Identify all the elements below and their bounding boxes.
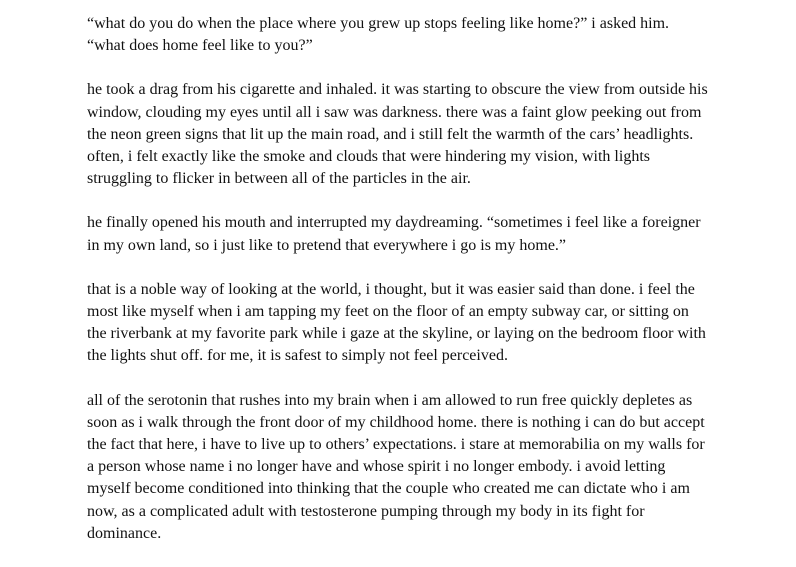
paragraph-5: all of the serotonin that rushes into my brain when i am allowed to run free quickly depletes as soon as i walk through the front door of my childhood home. there is nothing i can do but accept the fact that here, i have to live up to others’ expectations. i stare at memorabilia on my walls for a person whose name i no longer have and whose spirit i no longer embody. i avoid letting myself become conditioned into thinking that the couple who created me can dictate who i am now, as a complicated adult with testosterone pumping through my body in its fight for dominance. xyxy=(87,391,705,542)
paragraph-1: “what do you do when the place where you grew up stops feeling like home?” i asked him. “what does home feel like to you?” xyxy=(87,15,670,55)
document-body xyxy=(87,13,747,567)
paragraph-2: he took a drag from his cigarette and inhaled. it was starting to obscure the view from outside his window, clouding my eyes until all i saw was darkness. there was a faint glow peeking out from the neon green signs that lit up the main road, and i still felt the warmth of the cars’ headlights. often, i felt exactly like the smoke and clouds that were hindering my vision, with lights struggling to flicker in between all of the particles in the air. xyxy=(87,81,708,188)
paragraph-4: that is a noble way of looking at the world, i thought, but it was easier said than done. i feel the most like myself when i am tapping my feet on the floor of an empty subway car, or sitting on the riverbank at my favorite park while i gaze at the skyline, or laying on the bedroom floor with the lights shut off. for me, it is safest to simply not feel perceived. xyxy=(87,280,706,365)
paragraph-3: he finally opened his mouth and interrupted my daydreaming. “sometimes i feel like a foreigner in my own land, so i just like to pretend that everywhere i go is my home.” xyxy=(87,214,701,254)
